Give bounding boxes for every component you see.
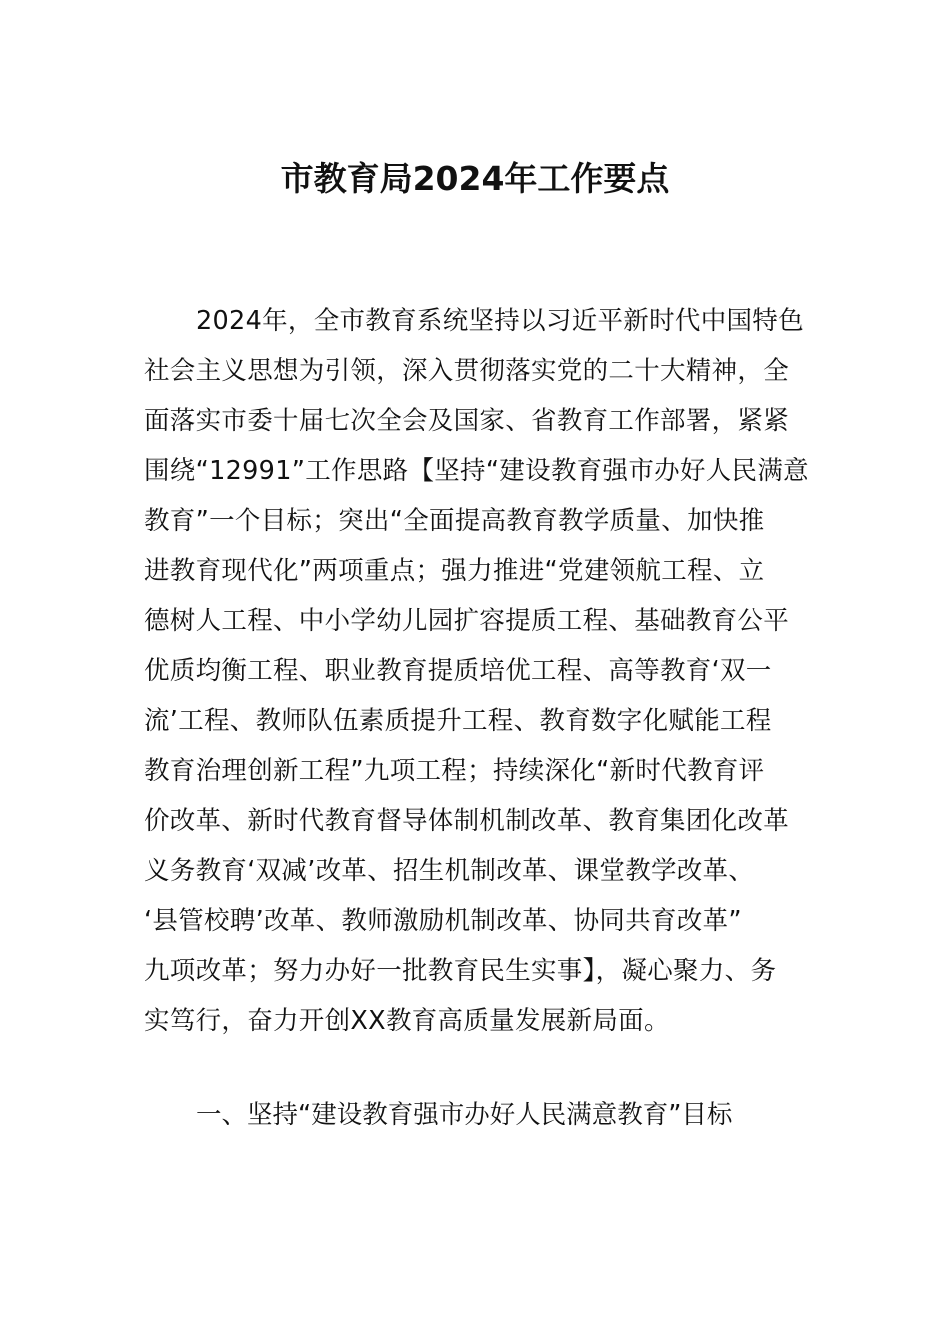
paragraph-line: 流’工程、教师队伍素质提升工程、教育数字化赋能工程 <box>144 706 772 736</box>
paragraph-line: 价改革、新时代教育督导体制机制改革、教育集团化改革 <box>144 806 790 836</box>
paragraph-line: 围绕“12991”工作思路【坚持“建设教育强市办好人民满意 <box>144 456 809 486</box>
paragraph-line: 义务教育‘双减’改革、招生机制改革、课堂教学改革、 <box>144 856 755 886</box>
paragraph-line: 九项改革；努力办好一批教育民生实事】，凝心聚力、务 <box>144 956 777 986</box>
paragraph-line: 实笃行，奋力开创XX教育高质量发展新局面。 <box>144 1006 670 1036</box>
paragraph-line: 优质均衡工程、职业教育提质培优工程、高等教育‘双一 <box>144 656 772 686</box>
paragraph-line: 教育治理创新工程”九项工程；持续深化“新时代教育评 <box>144 756 765 786</box>
paragraph-line: 2024年，全市教育系统坚持以习近平新时代中国特色 <box>196 306 804 336</box>
paragraph-line: 教育”一个目标；突出“全面提高教育教学质量、加快推 <box>144 506 765 536</box>
document-title: 市教育局2024年工作要点 <box>280 159 670 198</box>
paragraph-line: 德树人工程、中小学幼儿园扩容提质工程、基础教育公平 <box>144 606 790 636</box>
section-heading: 一、坚持“建设教育强市办好人民满意教育”目标 <box>196 1100 733 1130</box>
paragraph-line: 进教育现代化”两项重点；强力推进“党建领航工程、立 <box>144 556 765 586</box>
paragraph-line: 社会主义思想为引领，深入贯彻落实党的二十大精神，全 <box>144 356 790 386</box>
paragraph-line: ‘县管校聘’改革、教师激励机制改革、协同共育改革” <box>144 906 742 936</box>
intro-paragraph <box>144 296 809 1046</box>
paragraph-line: 面落实市委十届七次全会及国家、省教育工作部署，紧紧 <box>144 406 790 436</box>
